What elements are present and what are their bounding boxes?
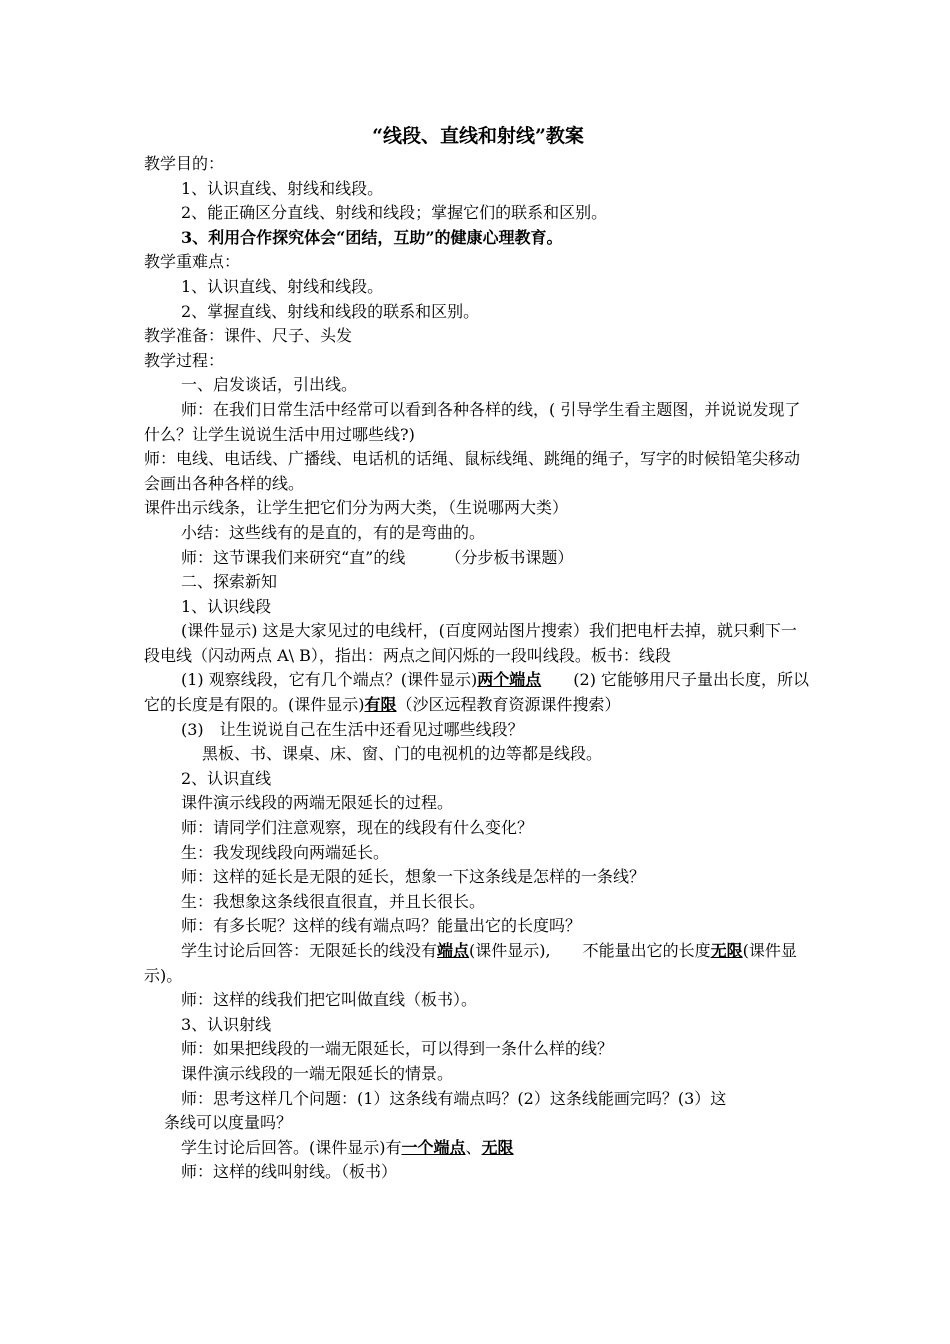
paragraph: 一、启发谈话，引出线。 bbox=[181, 375, 358, 395]
paragraph: 课件演示线段的一端无限延长的情景。 bbox=[181, 1063, 454, 1083]
paragraph: 师：如果把线段的一端无限延长，可以得到一条什么样的线？ bbox=[181, 1039, 614, 1059]
text-run: 学生讨论后回答。(课件显示)有 bbox=[181, 1137, 402, 1157]
paragraph: 师：这样的线我们把它叫做直线（板书）。 bbox=[181, 990, 478, 1010]
paragraph: 课件出示线条，让学生把它们分为两大类，（生说哪两大类） bbox=[144, 498, 569, 518]
paragraph bbox=[144, 668, 812, 717]
paragraph-continuation: 条线可以度量吗？ bbox=[164, 1113, 293, 1133]
underlined-term: 有限 bbox=[364, 695, 397, 715]
paragraph bbox=[144, 939, 812, 988]
text-run: 学生讨论后回答：无限延长的线没有 bbox=[181, 941, 438, 960]
section-heading: 教学准备：课件、尺子、头发 bbox=[144, 326, 353, 346]
text-run: (2) 它能够用尺子量出长度，所以它的长度是有限的。(课件显示) bbox=[144, 670, 810, 715]
paragraph: 1、认识直线、射线和线段。 bbox=[181, 178, 384, 198]
paragraph: 师：电线、电话线、广播线、电话机的话绳、鼠标线绳、跳绳的绳子，写字的时候铅笔尖移动会画出各种各样的线。 bbox=[144, 449, 801, 493]
text-run: (1) 观察线段，它有几个端点？(课件显示) bbox=[181, 670, 478, 690]
paragraph: 生：我想象这条线很直很直，并且长很长。 bbox=[181, 891, 486, 911]
paragraph-bold: 3、利用合作探究体会“团结，互助”的健康心理教育。 bbox=[181, 227, 563, 247]
text-run: 、 bbox=[465, 1137, 482, 1157]
paragraph: 师：请同学们注意观察，现在的线段有什么变化？ bbox=[181, 818, 534, 838]
paragraph: 师：这样的延长是无限的延长，想象一下这条线是怎样的一条线？ bbox=[181, 867, 646, 887]
paragraph: 师：这节课我们来研究“直”的线 （分步板书课题） bbox=[181, 547, 574, 567]
paragraph: 师：思考这样几个问题：(1）这条线有端点吗？(2）这条线能画完吗？(3）这 bbox=[181, 1088, 727, 1108]
paragraph: 师：有多长呢？这样的线有端点吗？能量出它的长度吗？ bbox=[181, 916, 582, 936]
paragraph: 二、探索新知 bbox=[181, 572, 278, 592]
underlined-term: 无限 bbox=[710, 941, 743, 960]
paragraph: 师：在我们日常生活中经常可以看到各种各样的线，( 引导学生看主题图，并说说发现了什么？让学生说说生活中用过哪些线?) bbox=[144, 399, 801, 444]
paragraph: 2、认识直线 bbox=[181, 768, 272, 788]
text-run: （沙区远程教育资源课件搜索） bbox=[396, 695, 621, 715]
paragraph: 2、掌握直线、射线和线段的联系和区别。 bbox=[181, 301, 480, 321]
paragraph: 2、能正确区分直线、射线和线段；掌握它们的联系和区别。 bbox=[181, 203, 608, 223]
underlined-term: 一个端点 bbox=[401, 1137, 466, 1157]
paragraph: 黑板、书、课桌、床、窗、门的电视机的边等都是线段。 bbox=[202, 744, 603, 764]
underlined-term: 无限 bbox=[481, 1137, 514, 1157]
paragraph: (3) 让生说说自己在生活中还看见过哪些线段？ bbox=[181, 719, 524, 739]
paragraph: 1、认识直线、射线和线段。 bbox=[181, 276, 384, 296]
paragraph: 课件演示线段的两端无限延长的过程。 bbox=[181, 793, 454, 813]
text-run: (课件显示)。 bbox=[144, 941, 797, 985]
document-page bbox=[144, 122, 812, 1185]
underlined-term: 两个端点 bbox=[477, 670, 542, 690]
paragraph: 1、认识线段 bbox=[181, 596, 272, 616]
paragraph: 3、认识射线 bbox=[181, 1014, 272, 1034]
underlined-term: 端点 bbox=[437, 941, 470, 960]
section-heading: 教学目的： bbox=[144, 154, 225, 173]
section-heading: 教学过程： bbox=[144, 350, 225, 370]
paragraph: (课件显示) 这是大家见过的电线杆，(百度网站图片搜索）我们把电杆去掉，就只剩下一段电线（闪动两点 A\ B），指出：两点之间闪烁的一段叫线段。板书：线段 bbox=[144, 621, 797, 665]
section-heading: 教学重难点： bbox=[144, 252, 241, 272]
text-run: (课件显示), 不能量出它的长度 bbox=[469, 941, 711, 960]
paragraph: 小结：这些线有的是直的，有的是弯曲的。 bbox=[181, 522, 486, 542]
paragraph bbox=[144, 1136, 812, 1161]
paragraph: 生：我发现线段向两端延长。 bbox=[181, 842, 390, 862]
document-title: “线段、直线和射线”教案 bbox=[372, 125, 584, 147]
paragraph: 师：这样的线叫射线。（板书） bbox=[181, 1162, 398, 1182]
